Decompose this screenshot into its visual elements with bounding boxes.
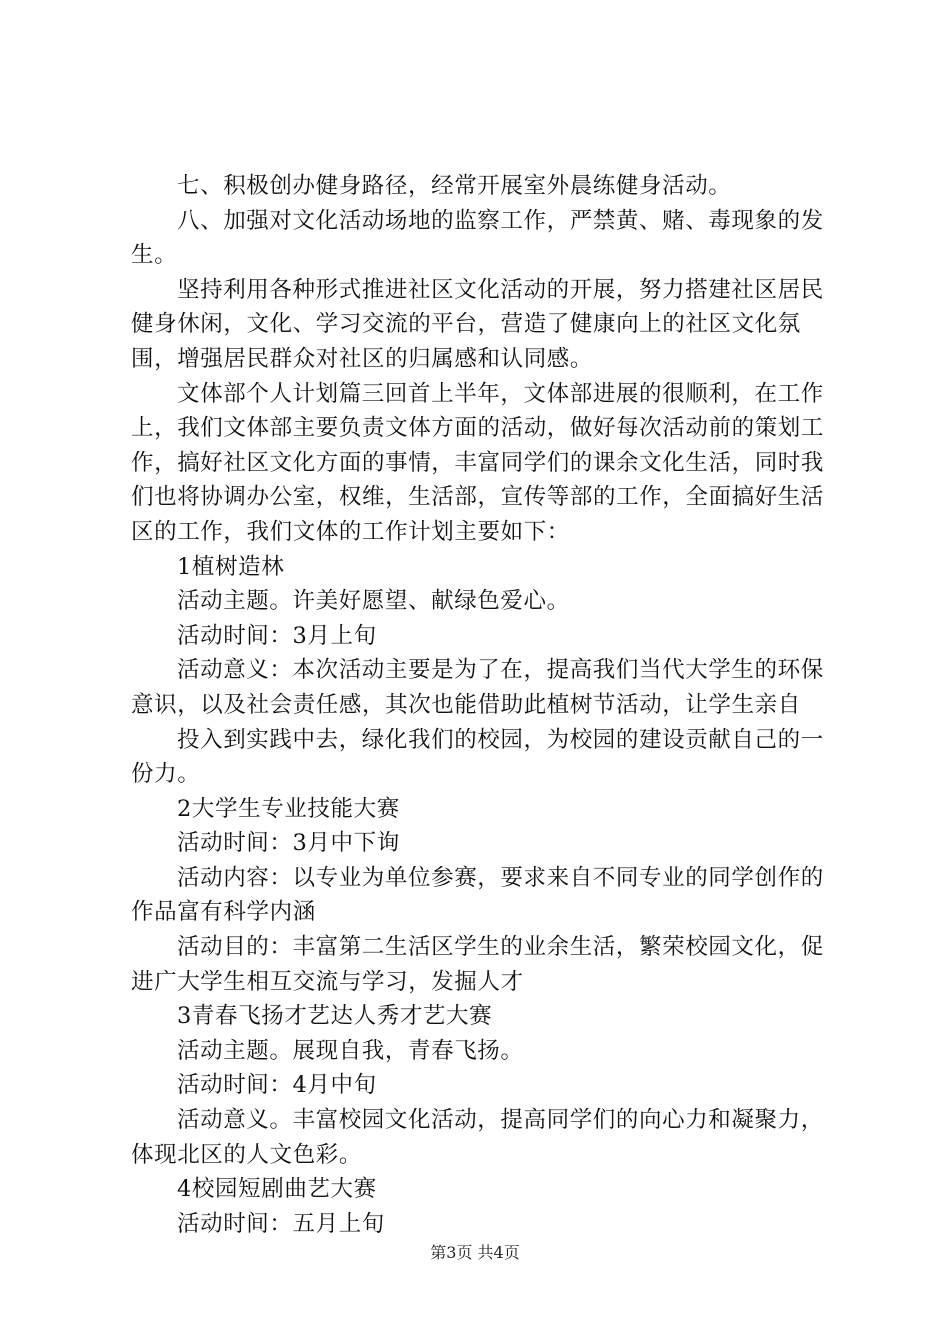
activity-meaning: 活动意义。丰富校园文化活动，提高同学们的向心力和凝聚力，体现北区的人文色彩。	[131, 1107, 824, 1168]
activity-time: 活动时间：3月中下询	[177, 830, 400, 857]
paragraph-plan-intro: 文体部个人计划篇三回首上半年，文体部进展的很顺利，在工作上，我们文体部主要负责文体方面的活动，做好每次活动前的策划工作，搞好社区文化方面的事情，丰富同学们的课余文化生活，同时我们也将协调办公室，权维，生活部，宣传等部的工作，全面搞好生活区的工作，我们文体的工作计划主要如下：	[131, 380, 825, 545]
page-number-label: 第3页 共4页	[430, 1243, 520, 1262]
activity-theme: 活动主题。许美好愿望、献绿色爱心。	[177, 588, 570, 615]
document-body	[131, 169, 831, 1241]
activity-meaning-continued: 投入到实践中去，绿化我们的校园，为校园的建设贡献自己的一份力。	[131, 726, 824, 788]
section-heading-1: 1植树造林	[177, 553, 285, 580]
paragraph-item-7: 七、积极创办健身路径，经常开展室外晨练健身活动。	[177, 173, 732, 199]
page-footer	[0, 1240, 950, 1263]
section-heading-2: 2大学生专业技能大赛	[177, 795, 400, 822]
activity-content: 活动内容：以专业为单位参赛，要求来自不同专业的同学创作的作品富有科学内涵	[131, 864, 824, 926]
activity-purpose: 活动目的：丰富第二生活区学生的业余生活，繁荣校园文化，促进广大学生相互交流与学习，发掘人才	[131, 934, 824, 995]
paragraph-item-8: 八、加强对文化活动场地的监察工作，严禁黄、赌、毒现象的发生。	[131, 207, 824, 269]
section-heading-4: 4校园短剧曲艺大赛	[177, 1176, 377, 1203]
activity-time: 活动时间：4月中旬	[177, 1072, 377, 1099]
activity-time: 活动时间：3月上旬	[177, 622, 377, 649]
section-heading-3: 3青春飞扬才艺达人秀才艺大赛	[177, 1003, 493, 1030]
activity-time: 活动时间：五月上旬	[177, 1210, 385, 1237]
paragraph-community-culture: 坚持利用各种形式推进社区文化活动的开展，努力搭建社区居民健身休闲，文化、学习交流的平台，营造了健康向上的社区文化氛围，增强居民群众对社区的归属感和认同感。	[131, 276, 824, 372]
activity-meaning: 活动意义：本次活动主要是为了在，提高我们当代大学生的环保意识，以及社会责任感，其次也能借助此植树节活动，让学生亲自	[131, 657, 824, 718]
activity-theme: 活动主题。展现自我，青春飞扬。	[177, 1037, 524, 1064]
